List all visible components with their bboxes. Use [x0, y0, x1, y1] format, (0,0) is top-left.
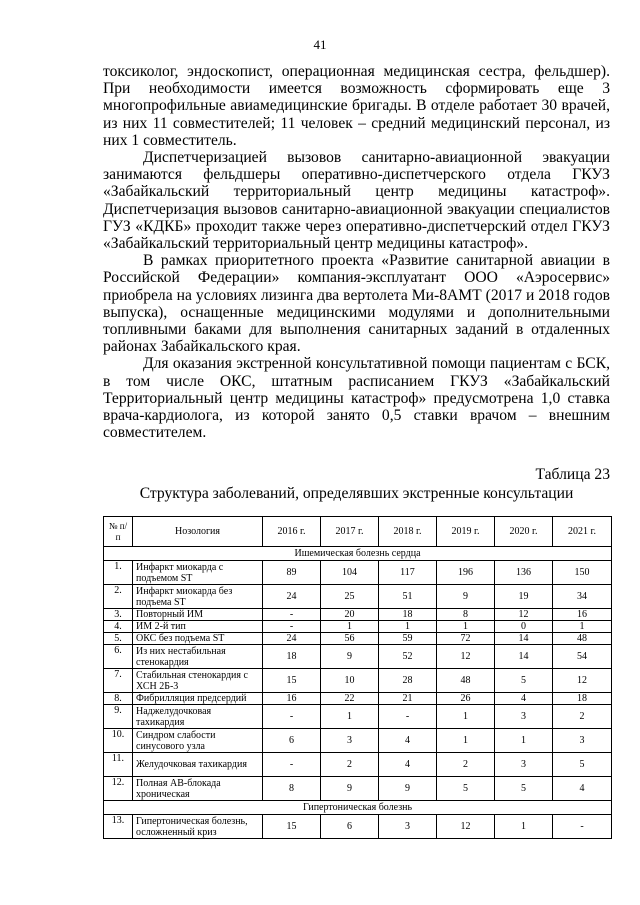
table-row [104, 729, 612, 753]
value-cell: 5 [553, 753, 612, 777]
row-number: 10. [104, 729, 133, 753]
value-cell: 3 [321, 729, 379, 753]
value-cell: - [553, 815, 612, 839]
value-cell: 25 [321, 585, 379, 609]
row-number: 9. [104, 705, 133, 729]
row-number: 7. [104, 669, 133, 693]
value-cell: 4 [553, 777, 612, 801]
value-cell: 104 [321, 561, 379, 585]
value-cell: 6 [321, 815, 379, 839]
value-cell: 59 [379, 633, 437, 645]
table-row [104, 815, 612, 839]
table-row [104, 621, 612, 633]
row-number: 6. [104, 645, 133, 669]
table-title: Структура заболеваний, определявших экстренные консультации [139, 485, 574, 502]
value-cell: 18 [263, 645, 321, 669]
value-cell: 1 [495, 815, 553, 839]
value-cell: 10 [321, 669, 379, 693]
value-cell: 16 [553, 609, 612, 621]
table-header-cell: 2019 г. [437, 517, 495, 547]
table-row [104, 693, 612, 705]
table-row [104, 585, 612, 609]
value-cell: 150 [553, 561, 612, 585]
table-header-cell: 2016 г. [263, 517, 321, 547]
row-number: 4. [104, 621, 133, 633]
value-cell: 22 [321, 693, 379, 705]
nosology-cell: Из них нестабильная стенокардия [133, 645, 263, 669]
value-cell: 28 [379, 669, 437, 693]
nosology-cell: Полная АВ-блокада хроническая [133, 777, 263, 801]
value-cell: 1 [437, 729, 495, 753]
nosology-cell: Повторный ИМ [133, 609, 263, 621]
value-cell: 52 [379, 645, 437, 669]
paragraph: токсиколог, эндоскопист, операционная медицинская сестра, фельдшер). При необходимости имеется возможность сформировать еще 3 многопрофильные авиамедицинские бригады. В отделе работает 30 врачей, из них 11 совместителей; 11 человек – средний медицинский персонал, из них 1 совместитель. [103, 63, 610, 149]
body-text [103, 63, 610, 441]
value-cell: - [263, 705, 321, 729]
value-cell: 4 [495, 693, 553, 705]
row-number: 13. [104, 815, 133, 839]
row-number: 11. [104, 753, 133, 777]
value-cell: 9 [321, 777, 379, 801]
value-cell: 8 [263, 777, 321, 801]
value-cell: 24 [263, 633, 321, 645]
value-cell: 51 [379, 585, 437, 609]
value-cell: 117 [379, 561, 437, 585]
table-caption: Таблица 23 [535, 466, 610, 483]
table-header-cell: Нозология [133, 517, 263, 547]
value-cell: 1 [321, 705, 379, 729]
value-cell: 21 [379, 693, 437, 705]
value-cell: 5 [495, 669, 553, 693]
value-cell: 12 [553, 669, 612, 693]
value-cell: 48 [437, 669, 495, 693]
nosology-cell: Гипертоническая болезнь, осложненный криз [133, 815, 263, 839]
table-row [104, 669, 612, 693]
value-cell: 72 [437, 633, 495, 645]
row-number: 2. [104, 585, 133, 609]
value-cell: 9 [321, 645, 379, 669]
value-cell: 0 [495, 621, 553, 633]
value-cell: 2 [321, 753, 379, 777]
value-cell: 15 [263, 815, 321, 839]
value-cell: - [263, 753, 321, 777]
value-cell: 14 [495, 633, 553, 645]
nosology-cell: ОКС без подъема ST [133, 633, 263, 645]
group-title: Ишемическая болезнь сердца [104, 547, 612, 561]
nosology-cell: Инфаркт миокарда без подъема ST [133, 585, 263, 609]
nosology-cell: Фибрилляция предсердий [133, 693, 263, 705]
value-cell: - [263, 609, 321, 621]
paragraph: В рамках приоритетного проекта «Развитие санитарной авиации в Российской Федерации» компания-эксплуатант ООО «Аэросервис» приобрела на условиях лизинга два вертолета Ми-8АМТ (2017 и 2018 годов выпуска), оснащенные медицинскими модулями и дополнительными топливными баками для выполнения санитарных заданий в отдаленных районах Забайкальского края. [103, 252, 610, 356]
row-number: 5. [104, 633, 133, 645]
value-cell: 196 [437, 561, 495, 585]
table-header-cell: 2020 г. [495, 517, 553, 547]
value-cell: 24 [263, 585, 321, 609]
table-row [104, 705, 612, 729]
value-cell: 19 [495, 585, 553, 609]
statistics-table [103, 516, 612, 839]
nosology-cell: Желудочковая тахикардия [133, 753, 263, 777]
nosology-cell: Наджелудочковая тахикардия [133, 705, 263, 729]
table-row [104, 633, 612, 645]
value-cell: 3 [495, 753, 553, 777]
row-number: 1. [104, 561, 133, 585]
paragraph: Для оказания экстренной консультативной помощи пациентам с БСК, в том числе ОКС, штатным расписанием ГКУЗ «Забайкальский Территориальный центр медицины катастроф» предусмотрена 1,0 ставка врача-кардиолога, из которой занято 0,5 ставки врачом – внешним совместителем. [103, 355, 610, 442]
value-cell: 1 [379, 621, 437, 633]
value-cell: 3 [553, 729, 612, 753]
value-cell: 3 [495, 705, 553, 729]
value-cell: 26 [437, 693, 495, 705]
value-cell: 5 [495, 777, 553, 801]
value-cell: 12 [437, 815, 495, 839]
value-cell: 2 [437, 753, 495, 777]
value-cell: 34 [553, 585, 612, 609]
value-cell: 16 [263, 693, 321, 705]
nosology-cell: ИМ 2-й тип [133, 621, 263, 633]
page-number: 41 [313, 37, 327, 52]
table-header-cell: 2017 г. [321, 517, 379, 547]
value-cell: 9 [379, 777, 437, 801]
table-header-cell: № п/п [104, 517, 133, 547]
value-cell: 12 [437, 645, 495, 669]
table-header-cell: 2021 г. [553, 517, 612, 547]
row-number: 3. [104, 609, 133, 621]
table-row [104, 609, 612, 621]
value-cell: 20 [321, 609, 379, 621]
group-title: Гипертоническая болезнь [104, 801, 612, 815]
value-cell: 12 [495, 609, 553, 621]
value-cell: - [379, 705, 437, 729]
table-row [104, 561, 612, 585]
value-cell: - [263, 621, 321, 633]
table-group-row [104, 801, 612, 815]
row-number: 12. [104, 777, 133, 801]
value-cell: 54 [553, 645, 612, 669]
table-row [104, 777, 612, 801]
row-number: 8. [104, 693, 133, 705]
value-cell: 18 [379, 609, 437, 621]
nosology-cell: Стабильная стенокардия с ХСН 2Б-3 [133, 669, 263, 693]
value-cell: 1 [553, 621, 612, 633]
value-cell: 1 [437, 621, 495, 633]
value-cell: 6 [263, 729, 321, 753]
value-cell: 4 [379, 729, 437, 753]
value-cell: 89 [263, 561, 321, 585]
table-row [104, 753, 612, 777]
value-cell: 3 [379, 815, 437, 839]
value-cell: 2 [553, 705, 612, 729]
nosology-cell: Синдром слабости синусового узла [133, 729, 263, 753]
value-cell: 15 [263, 669, 321, 693]
table-header-row [104, 517, 612, 547]
value-cell: 48 [553, 633, 612, 645]
value-cell: 1 [437, 705, 495, 729]
value-cell: 1 [321, 621, 379, 633]
value-cell: 18 [553, 693, 612, 705]
table-group-row [104, 547, 612, 561]
value-cell: 5 [437, 777, 495, 801]
paragraph: Диспетчеризацией вызовов санитарно-авиационной эвакуации занимаются фельдшеры оперативно-диспетчерского отдела ГКУЗ «Забайкальский территориальный центр медицины катастроф». Диспетчеризация вызовов санитарно-авиационной эвакуации специалистов ГУЗ «КДКБ» проходит также через оперативно-диспетчерский отдел ГКУЗ «Забайкальский территориальный центр медицины катастроф». [103, 149, 610, 253]
value-cell: 4 [379, 753, 437, 777]
nosology-cell: Инфаркт миокарда с подъемом ST [133, 561, 263, 585]
value-cell: 9 [437, 585, 495, 609]
table-header-cell: 2018 г. [379, 517, 437, 547]
value-cell: 136 [495, 561, 553, 585]
value-cell: 8 [437, 609, 495, 621]
value-cell: 1 [495, 729, 553, 753]
table-row [104, 645, 612, 669]
value-cell: 56 [321, 633, 379, 645]
value-cell: 14 [495, 645, 553, 669]
